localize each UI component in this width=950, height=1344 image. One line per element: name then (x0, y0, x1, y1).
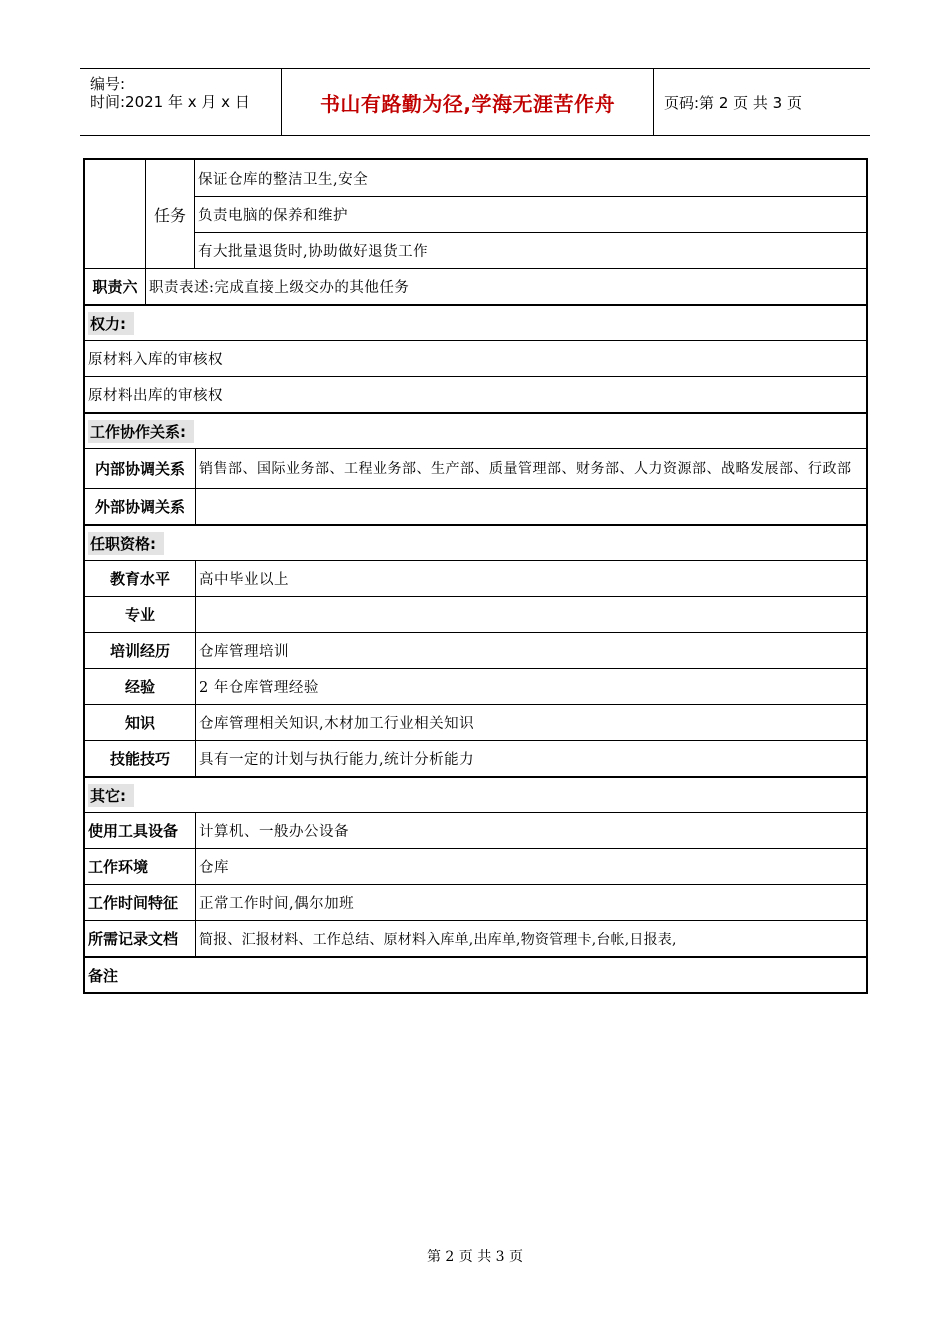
qualification-value: 仓库管理相关知识,木材加工行业相关知识 (195, 705, 866, 740)
qualifications-title: 任职资格: (88, 532, 164, 555)
header-meta (80, 69, 282, 135)
other-row (85, 812, 866, 848)
other-title: 其它: (88, 784, 134, 807)
qualification-value: 具有一定的计划与执行能力,统计分析能力 (195, 741, 866, 776)
qualification-row (85, 704, 866, 740)
qualification-label: 技能技巧 (109, 750, 170, 768)
job-description-table (83, 158, 868, 994)
duty5-task-list (194, 160, 866, 268)
other-row (85, 920, 866, 956)
task-item: 有大批量退货时,协助做好退货工作 (195, 232, 866, 268)
other-label: 工作环境 (88, 858, 149, 876)
doc-time-label: 时间:2021 年 x 月 x 日 (90, 93, 250, 111)
header-motto-cell (282, 69, 654, 135)
qualification-label: 经验 (124, 678, 155, 696)
qualification-row (85, 596, 866, 632)
qualification-value (195, 597, 866, 632)
duty5-empty-cell (85, 160, 145, 268)
external-coordination-row (85, 488, 866, 524)
authority-section-header (85, 304, 866, 340)
duty6-row (85, 268, 866, 304)
remarks-label: 备注 (88, 966, 119, 985)
authority-row (85, 376, 866, 412)
qualification-label: 知识 (124, 714, 155, 732)
other-label: 所需记录文档 (88, 930, 179, 948)
authority-item: 原材料出库的审核权 (88, 388, 223, 404)
authority-title: 权力: (88, 312, 134, 335)
remarks-row (85, 956, 866, 992)
other-value: 简报、汇报材料、工作总结、原材料入库单,出库单,物资管理卡,台帐,日报表, (195, 921, 866, 956)
internal-coordination-label: 内部协调关系 (94, 460, 185, 478)
qualification-value: 高中毕业以上 (195, 561, 866, 596)
other-value: 正常工作时间,偶尔加班 (195, 885, 866, 920)
other-label: 使用工具设备 (88, 822, 179, 840)
qualification-row (85, 560, 866, 596)
duty6-text: 职责表述:完成直接上级交办的其他任务 (145, 269, 866, 304)
qualification-label: 培训经历 (109, 642, 170, 660)
doc-number-label: 编号: (90, 75, 126, 93)
other-value: 仓库 (195, 849, 866, 884)
internal-coordination-row (85, 448, 866, 488)
other-label: 工作时间特征 (88, 894, 179, 912)
qualification-row (85, 740, 866, 776)
motto: 书山有路勤为径,学海无涯苦作舟 (319, 91, 616, 116)
page-footer: 第 2 页 共 3 页 (426, 1249, 524, 1265)
external-coordination-value (195, 489, 866, 524)
authority-item: 原材料入库的审核权 (88, 352, 223, 368)
cooperation-title: 工作协作关系: (88, 420, 194, 443)
qualification-label: 专业 (124, 606, 155, 624)
external-coordination-label: 外部协调关系 (94, 498, 185, 516)
header-page-cell (654, 69, 870, 135)
page-header (80, 68, 870, 136)
qualification-row (85, 632, 866, 668)
qualifications-section-header (85, 524, 866, 560)
qualification-value: 仓库管理培训 (195, 633, 866, 668)
other-row (85, 848, 866, 884)
authority-row (85, 340, 866, 376)
other-row (85, 884, 866, 920)
qualification-label: 教育水平 (109, 570, 170, 588)
qualification-row (85, 668, 866, 704)
duty5-task-block (85, 160, 866, 268)
task-item: 保证仓库的整洁卫生,安全 (198, 171, 369, 188)
duty5-task-label: 任务 (145, 160, 194, 268)
page-info: 页码:第 2 页 共 3 页 (664, 93, 802, 112)
internal-coordination-value: 销售部、国际业务部、工程业务部、生产部、质量管理部、财务部、人力资源部、战略发展部、行政部 (195, 449, 866, 488)
cooperation-section-header (85, 412, 866, 448)
other-value: 计算机、一般办公设备 (195, 813, 866, 848)
other-section-header (85, 776, 866, 812)
qualification-value: 2 年仓库管理经验 (195, 669, 866, 704)
task-item: 负责电脑的保养和维护 (195, 196, 866, 232)
duty6-label: 职责六 (92, 278, 138, 296)
